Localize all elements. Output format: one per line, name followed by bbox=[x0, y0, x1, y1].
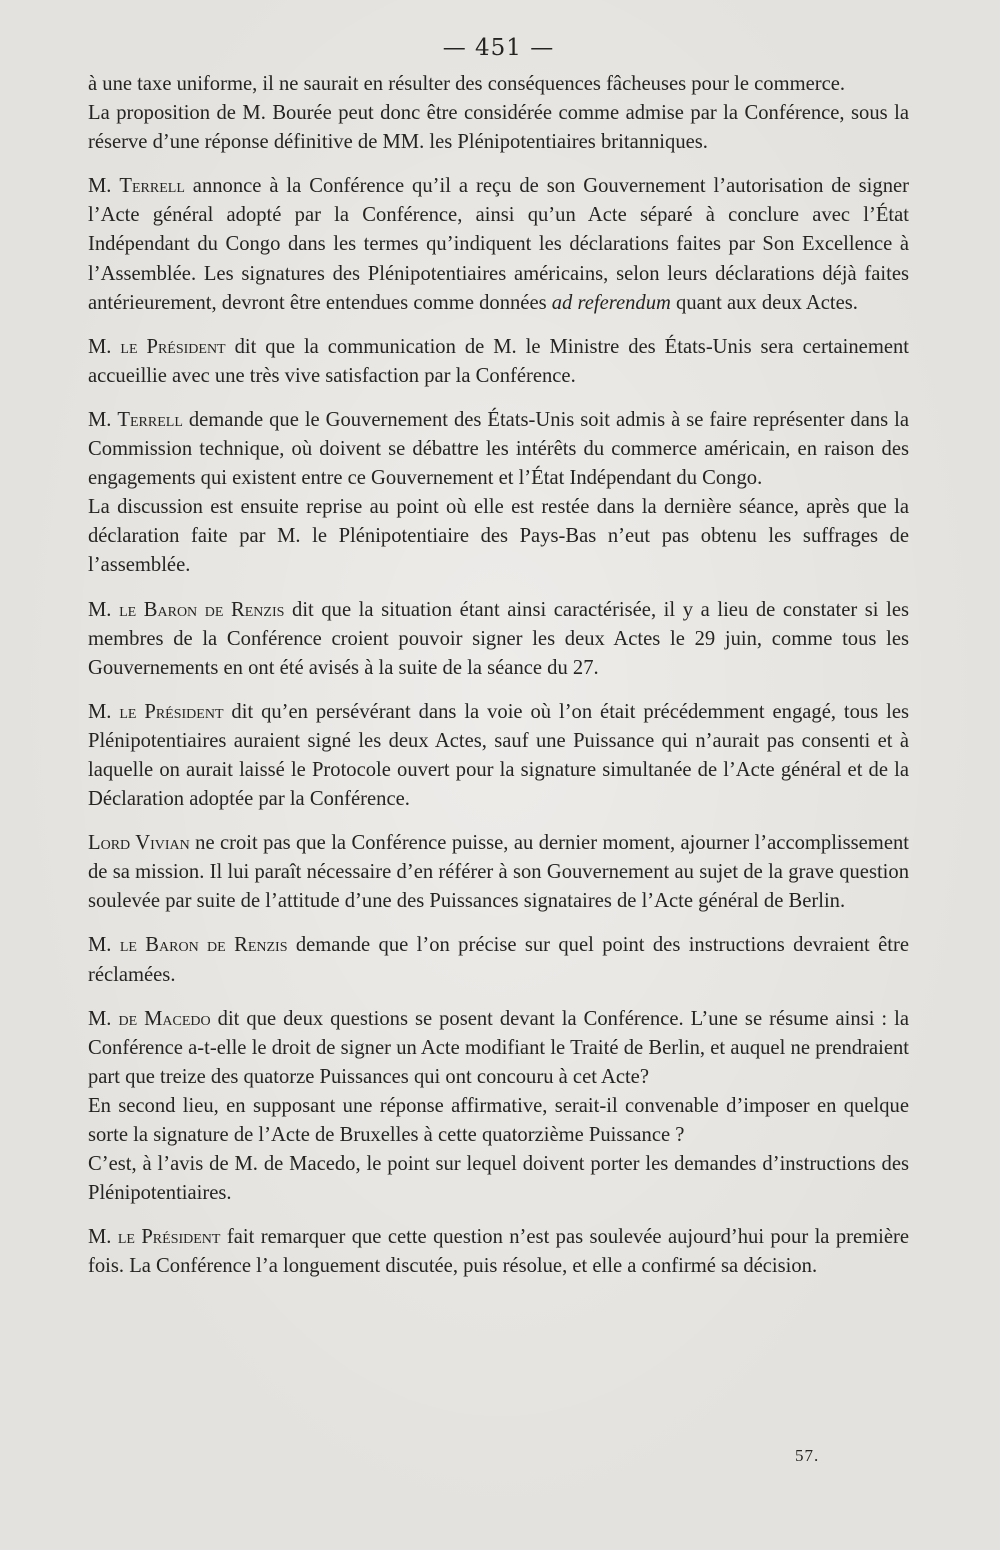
page-number: — 451 — bbox=[442, 35, 555, 61]
paragraph-14-prefix: M. bbox=[88, 1226, 118, 1249]
paragraph-5 bbox=[88, 406, 909, 493]
paragraph-12-text: En second lieu, en supposant une réponse affirmative, serait-il convenable d’imposer en quelque sorte la signature de l’Acte de Bruxelles à cette quatorzième Puissance ? bbox=[88, 1094, 909, 1146]
paragraph-1 bbox=[88, 70, 909, 99]
paragraph-14 bbox=[88, 1223, 909, 1281]
paragraph-11-text: dit que deux questions se posent devant la Conférence. L’une se résume ainsi : la Conférence a-t-elle le droit de signer un Acte modifiant le Traité de Berlin, et auquel ne prendraient part que treize des quatorze Puissances qui ont concouru à cet Acte? bbox=[88, 1007, 910, 1088]
speaker-name: le Président bbox=[120, 335, 226, 358]
paragraph-10-prefix: M. bbox=[88, 934, 120, 957]
paragraph-5-prefix: M. bbox=[88, 408, 118, 431]
speaker-name: Terrell bbox=[117, 408, 183, 431]
paragraph-6 bbox=[88, 493, 909, 580]
speaker-name: le Président bbox=[119, 700, 224, 723]
paragraph-11 bbox=[88, 1005, 909, 1092]
paragraph-4-text: dit que la communication de M. le Ministre des États-Unis sera certainement accueillie avec une très vive satisfaction par la Conférence. bbox=[88, 335, 909, 387]
paragraph-7-text: dit que la situation étant ainsi caractérisée, il y a lieu de constater si les membres de la Conférence croient pouvoir signer les deux Actes le 29 juin, comme tous les Gouvernements en ont été avisés à la suite de la séance du 27. bbox=[88, 598, 910, 679]
paragraph-4-prefix: M. bbox=[88, 335, 121, 358]
paragraph-1-text: à une taxe uniforme, il ne saurait en résulter des conséquences fâcheuses pour le commerce. bbox=[88, 73, 846, 95]
paragraph-7-prefix: M. bbox=[88, 598, 120, 621]
paragraph-10 bbox=[88, 931, 909, 989]
signature-mark: 57. bbox=[795, 1446, 820, 1465]
paragraph-9 bbox=[88, 829, 909, 916]
paragraph-2 bbox=[88, 99, 909, 157]
paragraph-3-text: annonce à la Conférence qu’il a reçu de son Gouvernement l’autorisation de signer l’Acte général adopté par la Conférence, ainsi qu’un Acte séparé à conclure avec l’État Indépendant du Congo dans les termes qu’indiquent les déclarations faites par Son Excellence à l’Assemblée. Les signatures des Plénipotentiaires américains, selon leurs déclarations déjà faites antérieurement, devront être entendues comme données bbox=[88, 175, 909, 314]
paragraph-3-after: quant aux deux Actes. bbox=[670, 291, 858, 314]
paragraph-6-text: La discussion est ensuite reprise au point où elle est restée dans la dernière séance, après que la déclaration faite par M. le Plénipotentiaire des Pays-Bas n’eut pas obtenu les suffrages de l’assemblée. bbox=[88, 496, 909, 577]
paragraph-5-text: demande que le Gouvernement des États-Unis soit admis à se faire représenter dans la Commission technique, où doivent se débattre les intérêts du commerce américain, en raison des engagements qui existent entre ce Gouvernement et l’État Indépendant du Congo. bbox=[88, 408, 910, 490]
speaker-name: de Macedo bbox=[118, 1007, 211, 1030]
paragraph-11-prefix: M. bbox=[88, 1007, 119, 1030]
paragraph-8-text: dit qu’en persévérant dans la voie où l’on était précédemment engagé, tous les Plénipotentiaires auraient signé les deux Actes, sauf une Puissance qui n’aurait pas consenti et à laquelle on aurait laissé le Protocole ouvert pour la signature simultanée de l’Acte général et de la Déclaration adoptée par la Conférence. bbox=[88, 700, 910, 811]
paragraph-8-prefix: M. bbox=[88, 700, 120, 723]
italic-ad-referendum: ad referendum bbox=[551, 291, 671, 314]
paragraph-4 bbox=[88, 333, 909, 391]
paragraph-10-text: demande que l’on précise sur quel point des instructions devraient être réclamées. bbox=[88, 934, 910, 986]
paragraph-9-text: ne croit pas que la Conférence puisse, au dernier moment, ajourner l’accomplissement de sa mission. Il lui paraît nécessaire d’en référer à son Gouvernement au sujet de la grave question soulevée par suite de l’attitude d’une des Puissances signataires de l’Acte général de Berlin. bbox=[88, 832, 909, 913]
speaker-name: Terrell bbox=[119, 175, 185, 198]
paragraph-13 bbox=[88, 1150, 909, 1208]
paragraph-12 bbox=[88, 1092, 909, 1150]
paragraph-13-text: C’est, à l’avis de M. de Macedo, le point sur lequel doivent porter les demandes d’instructions des Plénipotentiaires. bbox=[88, 1153, 909, 1205]
paragraph-7 bbox=[88, 596, 909, 683]
speaker-name: le Baron de Renzis bbox=[119, 934, 288, 957]
speaker-name: le Président bbox=[117, 1226, 221, 1249]
speaker-name: le Baron de Renzis bbox=[119, 598, 285, 621]
speaker-name: Lord Vivian bbox=[88, 832, 190, 855]
paragraph-14-text: fait remarquer que cette question n’est pas soulevée aujourd’hui pour la première fois. La Conférence l’a longuement discutée, puis résolue, et elle a confirmé sa décision. bbox=[88, 1226, 910, 1278]
paragraph-8 bbox=[88, 698, 909, 814]
paragraph-3 bbox=[88, 172, 909, 317]
paragraph-3-prefix: M. bbox=[88, 175, 120, 198]
paragraph-2-text: La proposition de M. Bourée peut donc être considérée comme admise par la Conférence, sous la réserve d’une réponse définitive de MM. les Plénipotentiaires britanniques. bbox=[88, 102, 909, 154]
